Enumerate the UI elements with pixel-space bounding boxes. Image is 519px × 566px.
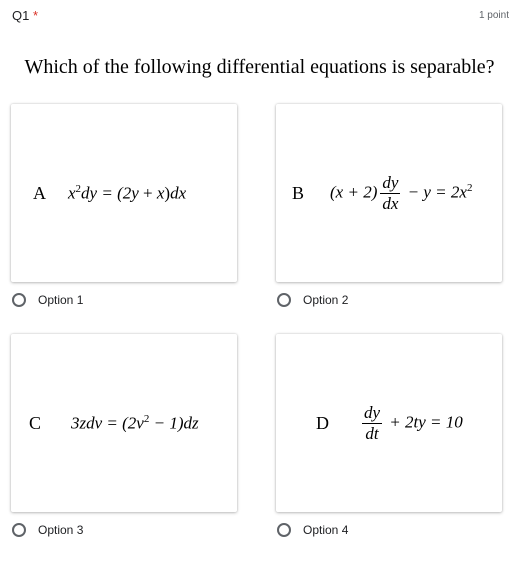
frac-den: dt (365, 423, 379, 443)
equation-text (330, 173, 472, 214)
frac-num: dy (364, 402, 381, 422)
option-letter: A (33, 182, 46, 203)
option-4-image[interactable] (276, 334, 502, 512)
eq-sup: 2 (466, 181, 473, 194)
question-number-text: Q1 (12, 8, 30, 23)
eq-part: − y = 2x (403, 181, 467, 201)
question-text: Which of the following differential equations is separable? (24, 56, 495, 78)
option-label: Option 3 (38, 523, 84, 537)
equation-text (359, 403, 463, 444)
equation-d (276, 334, 502, 512)
option-2-image[interactable] (276, 104, 502, 282)
eq-sup: 2 (143, 412, 150, 425)
eq-part: dx (170, 183, 187, 203)
frac-den: dx (382, 193, 399, 213)
radio-button[interactable] (277, 293, 291, 307)
eq-part: dy = (2 (81, 183, 132, 203)
option-2-radio-row[interactable] (277, 293, 348, 307)
eq-part: 3zdv = (2v (71, 413, 144, 433)
eq-part: x (68, 183, 76, 203)
eq-part: − 1)dz (149, 413, 199, 433)
equation-text (68, 183, 186, 204)
option-label: Option 1 (38, 293, 84, 307)
eq-fraction (362, 403, 382, 444)
eq-part: + 2ty = 10 (385, 411, 463, 431)
option-3-image[interactable] (11, 334, 237, 512)
radio-button[interactable] (12, 293, 26, 307)
question-number (12, 8, 38, 23)
equation-c (11, 334, 237, 512)
eq-part: x (156, 183, 165, 203)
option-label: Option 2 (303, 293, 349, 307)
radio-button[interactable] (12, 523, 26, 537)
option-4-radio-row[interactable] (277, 523, 348, 537)
radio-button[interactable] (277, 523, 291, 537)
eq-part: + (138, 183, 157, 203)
equation-text (71, 413, 199, 434)
eq-part: (x + 2) (330, 181, 378, 201)
option-letter: C (29, 412, 42, 433)
option-letter: B (292, 182, 305, 203)
equation-a (11, 104, 237, 282)
frac-num: dy (382, 172, 399, 192)
required-star: * (32, 8, 39, 23)
equation-b (276, 104, 502, 282)
points-label: 1 point (478, 10, 509, 21)
eq-part: y (131, 183, 139, 203)
eq-part: ) (164, 183, 171, 203)
eq-sup: 2 (75, 182, 82, 195)
option-1-image[interactable] (11, 104, 237, 282)
option-1-radio-row[interactable] (12, 293, 83, 307)
eq-fraction (380, 173, 400, 214)
option-letter: D (316, 412, 329, 433)
option-label: Option 4 (303, 523, 349, 537)
option-3-radio-row[interactable] (12, 523, 83, 537)
